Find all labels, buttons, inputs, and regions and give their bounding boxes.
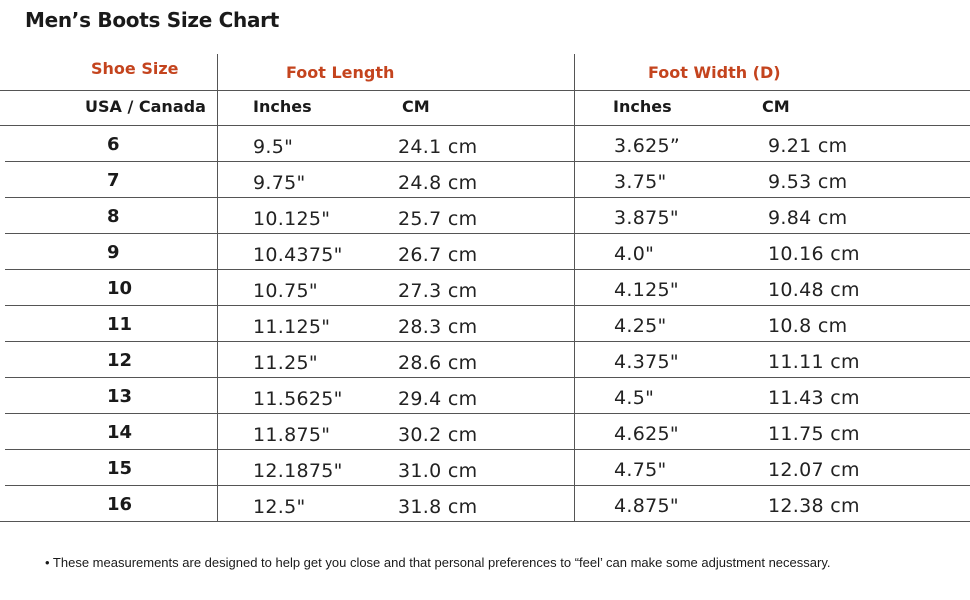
foot-length-header: Foot Length bbox=[286, 63, 395, 82]
foot-length-cm-cell: 27.3 cm bbox=[398, 280, 478, 302]
foot-length-cm-cell: 28.6 cm bbox=[398, 352, 478, 374]
foot-length-inches-cell: 11.875" bbox=[253, 424, 331, 446]
foot-width-cm-cell: 10.48 cm bbox=[768, 279, 860, 301]
foot-width-cm-cell: 12.07 cm bbox=[768, 459, 860, 481]
foot-length-cm-cell: 30.2 cm bbox=[398, 424, 478, 446]
foot-width-inches-cell: 3.625” bbox=[614, 135, 681, 157]
foot-width-inches-cell: 4.625" bbox=[614, 423, 679, 445]
table-row bbox=[0, 378, 970, 414]
foot-length-inches-cell: 9.5" bbox=[253, 136, 294, 158]
table-row bbox=[0, 234, 970, 270]
foot-width-inches-cell: 4.375" bbox=[614, 351, 679, 373]
foot-width-inches-cell: 4.0" bbox=[614, 243, 655, 265]
foot-width-header: Foot Width (D) bbox=[648, 63, 781, 82]
foot-length-inches-cell: 12.1875" bbox=[253, 460, 343, 482]
page-title: Men’s Boots Size Chart bbox=[25, 8, 279, 32]
foot-length-cm-cell: 25.7 cm bbox=[398, 208, 478, 230]
table-row bbox=[0, 306, 970, 342]
table-row bbox=[0, 450, 970, 486]
foot-length-cm-cell: 31.8 cm bbox=[398, 496, 478, 518]
footnote: • These measurements are designed to help get you close and that personal preferences to “feel’ can make some adjustment necessary. bbox=[45, 555, 831, 570]
foot-length-inches-cell: 11.25" bbox=[253, 352, 318, 374]
shoe-size-cell: 16 bbox=[107, 494, 133, 515]
foot-length-cm-cell: 28.3 cm bbox=[398, 316, 478, 338]
header-rule bbox=[0, 90, 970, 91]
shoe-size-cell: 6 bbox=[107, 134, 120, 155]
foot-width-cm-cell: 10.16 cm bbox=[768, 243, 860, 265]
table-row bbox=[0, 270, 970, 306]
shoe-size-header: Shoe Size bbox=[91, 59, 179, 78]
shoe-size-cell: 11 bbox=[107, 314, 133, 335]
shoe-size-cell: 7 bbox=[107, 170, 120, 191]
foot-width-cm-cell: 11.43 cm bbox=[768, 387, 860, 409]
shoe-size-cell: 14 bbox=[107, 422, 133, 443]
foot-width-cm-cell: 11.75 cm bbox=[768, 423, 860, 445]
size-region-subheader: USA / Canada bbox=[85, 97, 206, 116]
table-row bbox=[0, 342, 970, 378]
foot-length-inches-cell: 12.5" bbox=[253, 496, 306, 518]
foot-width-inches-cell: 4.125" bbox=[614, 279, 679, 301]
foot-width-cm-cell: 11.11 cm bbox=[768, 351, 860, 373]
shoe-size-cell: 12 bbox=[107, 350, 133, 371]
foot-length-inches-cell: 11.5625" bbox=[253, 388, 343, 410]
foot-width-cm-cell: 9.84 cm bbox=[768, 207, 848, 229]
foot-length-cm-cell: 29.4 cm bbox=[398, 388, 478, 410]
shoe-size-cell: 15 bbox=[107, 458, 133, 479]
foot-width-cm-cell: 10.8 cm bbox=[768, 315, 848, 337]
table-row bbox=[0, 126, 970, 162]
foot-length-inches-cell: 11.125" bbox=[253, 316, 331, 338]
shoe-size-cell: 13 bbox=[107, 386, 133, 407]
width-cm-subheader: CM bbox=[762, 97, 790, 116]
table-row bbox=[0, 162, 970, 198]
foot-width-inches-cell: 4.875" bbox=[614, 495, 679, 517]
row-rule bbox=[0, 521, 970, 522]
table-row bbox=[0, 486, 970, 522]
table-row bbox=[0, 198, 970, 234]
width-inches-subheader: Inches bbox=[613, 97, 672, 116]
foot-length-inches-cell: 10.75" bbox=[253, 280, 318, 302]
shoe-size-cell: 10 bbox=[107, 278, 133, 299]
foot-width-inches-cell: 4.25" bbox=[614, 315, 667, 337]
foot-width-inches-cell: 4.75" bbox=[614, 459, 667, 481]
shoe-size-cell: 8 bbox=[107, 206, 120, 227]
length-inches-subheader: Inches bbox=[253, 97, 312, 116]
foot-width-cm-cell: 9.21 cm bbox=[768, 135, 848, 157]
foot-length-inches-cell: 10.125" bbox=[253, 208, 331, 230]
foot-width-cm-cell: 9.53 cm bbox=[768, 171, 848, 193]
table-row bbox=[0, 414, 970, 450]
foot-length-cm-cell: 24.1 cm bbox=[398, 136, 478, 158]
foot-length-inches-cell: 9.75" bbox=[253, 172, 306, 194]
foot-length-cm-cell: 26.7 cm bbox=[398, 244, 478, 266]
length-cm-subheader: CM bbox=[402, 97, 430, 116]
foot-length-cm-cell: 24.8 cm bbox=[398, 172, 478, 194]
shoe-size-cell: 9 bbox=[107, 242, 120, 263]
foot-length-inches-cell: 10.4375" bbox=[253, 244, 343, 266]
foot-width-cm-cell: 12.38 cm bbox=[768, 495, 860, 517]
foot-width-inches-cell: 3.75" bbox=[614, 171, 667, 193]
foot-width-inches-cell: 3.875" bbox=[614, 207, 679, 229]
foot-width-inches-cell: 4.5" bbox=[614, 387, 655, 409]
foot-length-cm-cell: 31.0 cm bbox=[398, 460, 478, 482]
